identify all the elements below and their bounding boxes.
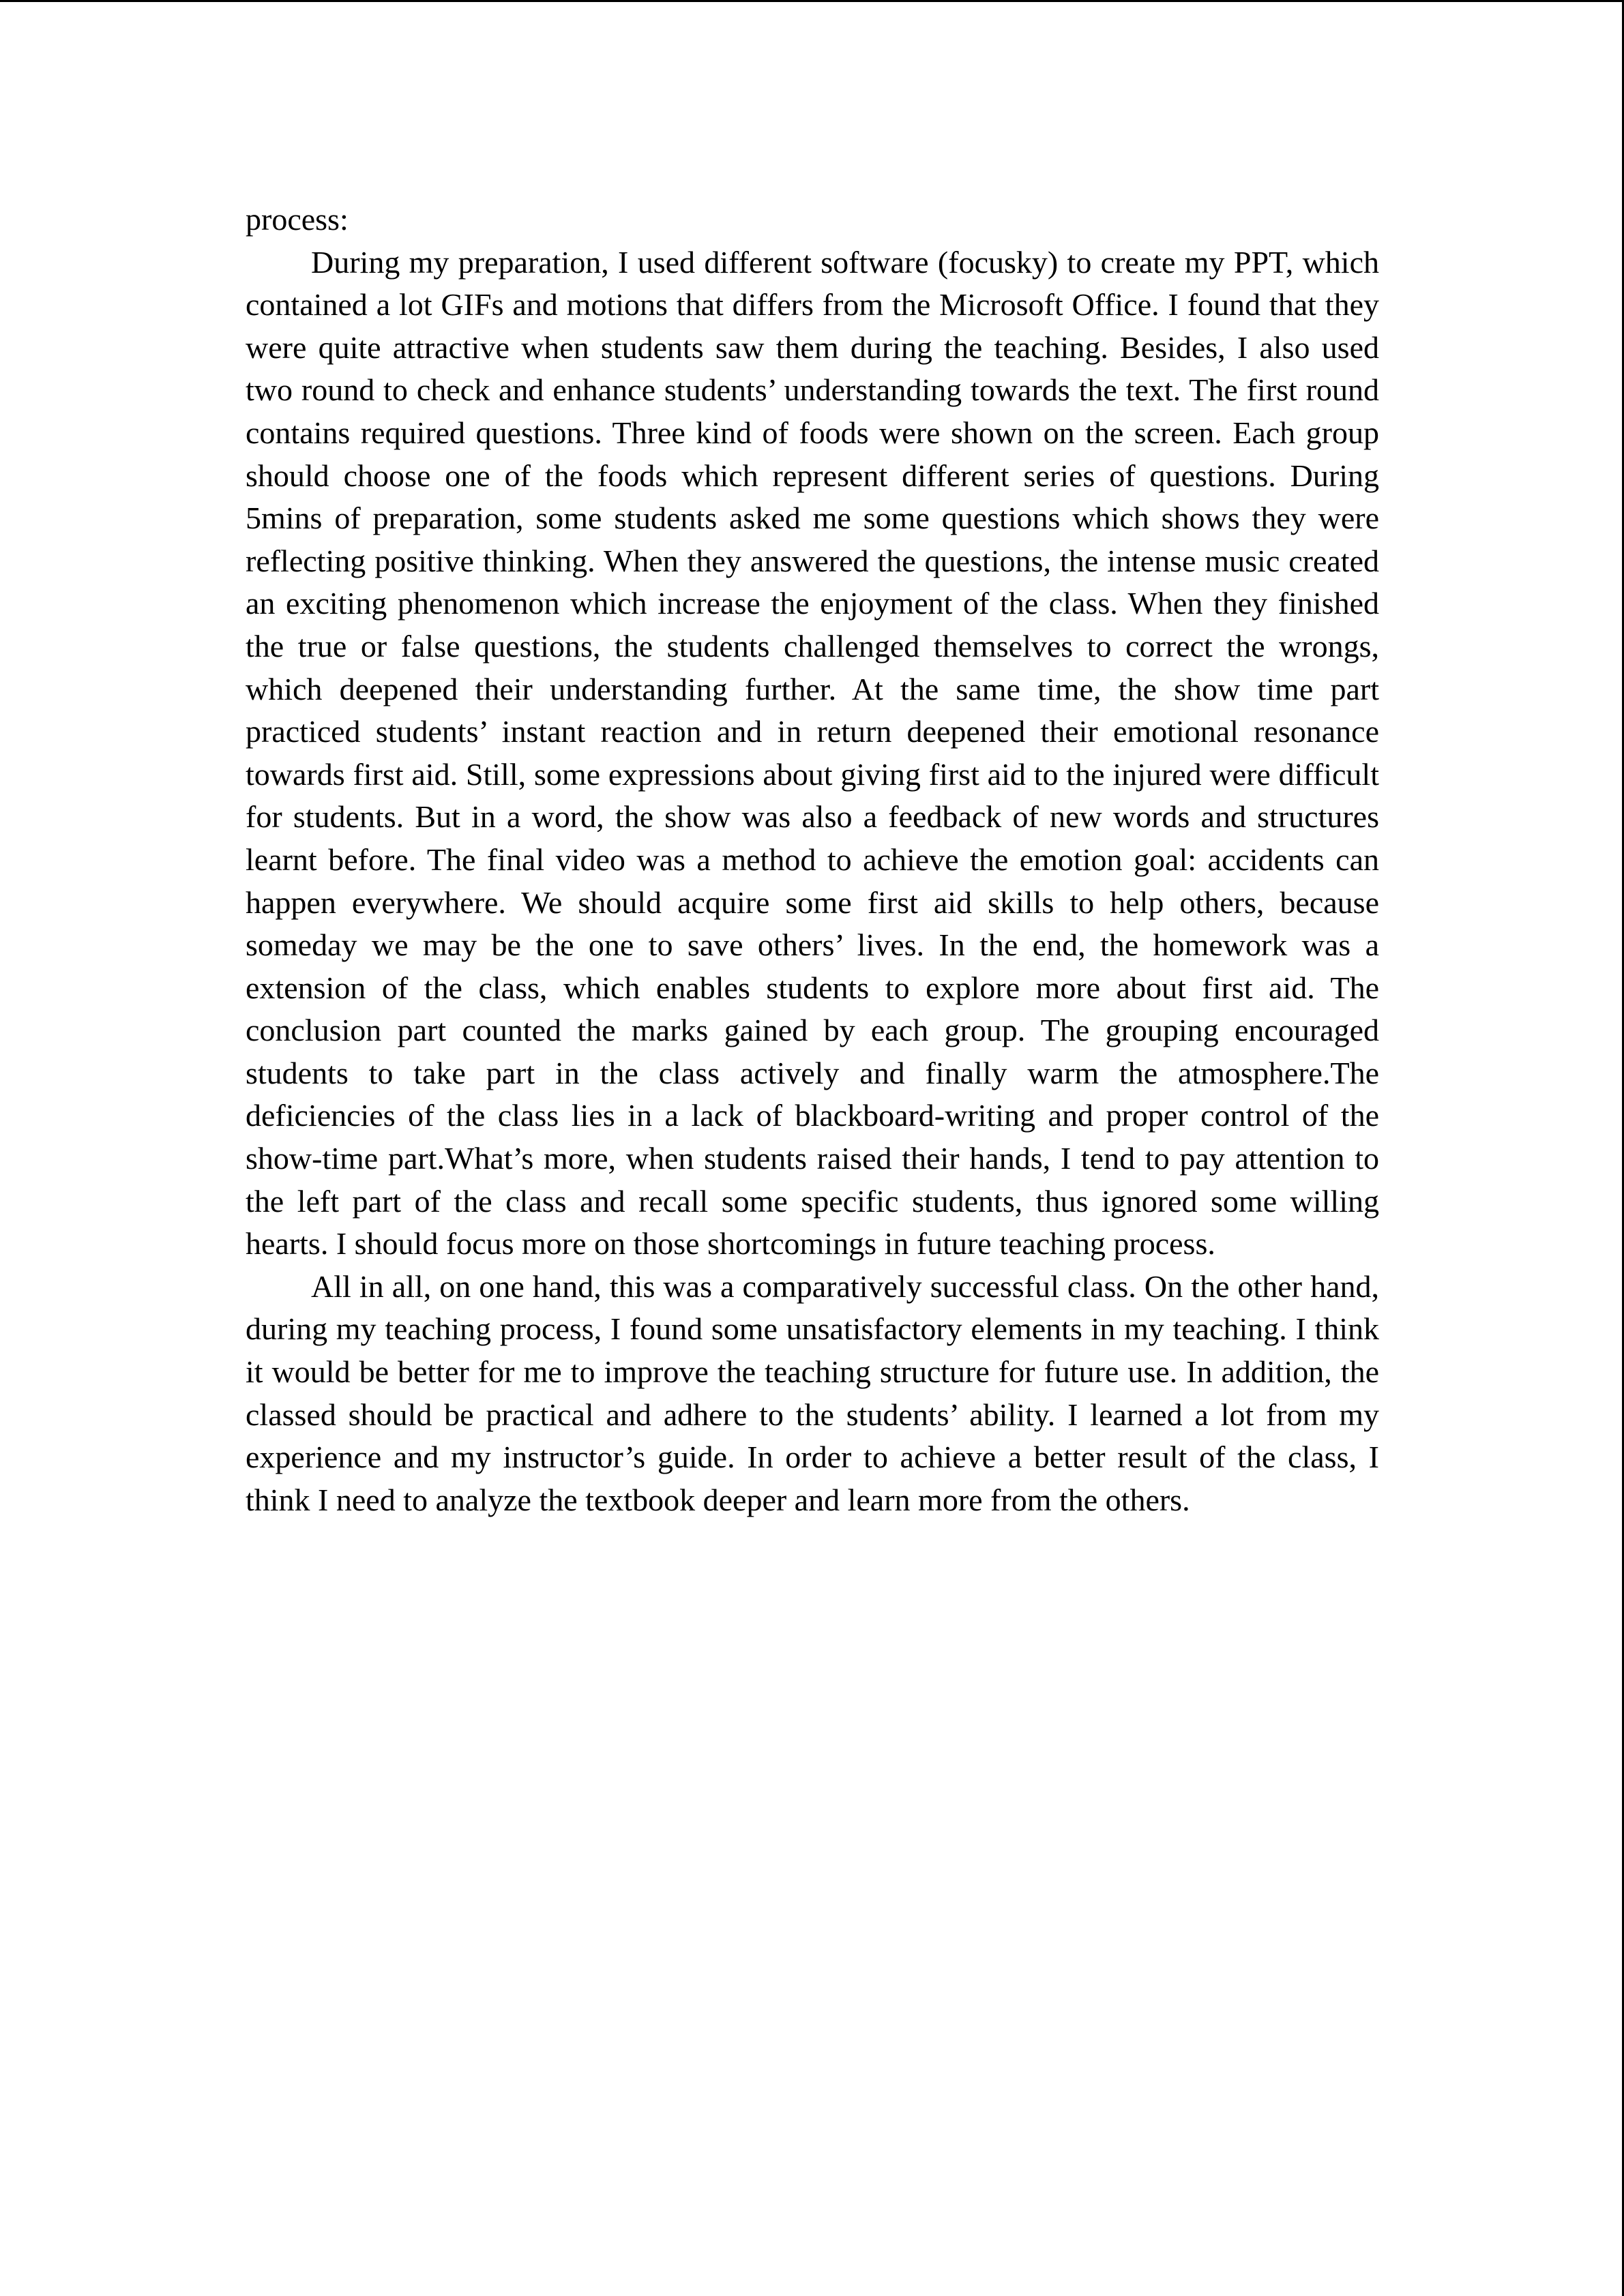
paragraph-process-heading: process:	[246, 202, 349, 237]
body-text	[246, 198, 1379, 1521]
paragraph-conclusion: All in all, on one hand, this was a comparatively successful class. On the other hand, during my teaching process, I found some unsatisfactory elements in my teaching. I think it would be better for me to improve the teaching structure for future use. In addition, the classed should be practical and adhere to the students’ ability. I learned a lot from my experience and my instructor’s guide. In order to achieve a better result of the class, I think I need to analyze the textbook deeper and learn more from the others.	[246, 1268, 1379, 1517]
paragraph-preparation: During my preparation, I used different software (focusky) to create my PPT, which contained a lot GIFs and motions that differs from the Microsoft Office. I found that they were quite attractive when students saw them during the teaching. Besides, I also used two round to check and enhance students’ understanding towards the text. The first round contains required questions. Three kind of foods were shown on the screen. Each group should choose one of the foods which represent different series of questions. During 5mins of preparation, some students asked me some questions which shows they were reflecting positive thinking. When they answered the questions, the intense music created an exciting phenomenon which increase the enjoyment of the class. When they finished the true or false questions, the students challenged themselves to correct the wrongs, which deepened their understanding further. At the same time, the show time part practiced students’ instant reaction and in return deepened their emotional resonance towards first aid. Still, some expressions about giving first aid to the injured were difficult for students. But in a word, the show was also a feedback of new words and structures learnt before. The final video was a method to achieve the emotion goal: accidents can happen everywhere. We should acquire some first aid skills to help others, because someday we may be the one to save others’ lives. In the end, the homework was a extension of the class, which enables students to explore more about first aid. The conclusion part counted the marks gained by each group. The grouping encouraged students to take part in the class actively and finally warm the atmosphere.The deficiencies of the class lies in a lack of blackboard-writing and proper control of the show-time part.What’s more, when students raised their hands, I tend to pay attention to the left part of the class and recall some specific students, thus ignored some willing hearts. I should focus more on those shortcomings in future teaching process.	[246, 244, 1379, 1262]
